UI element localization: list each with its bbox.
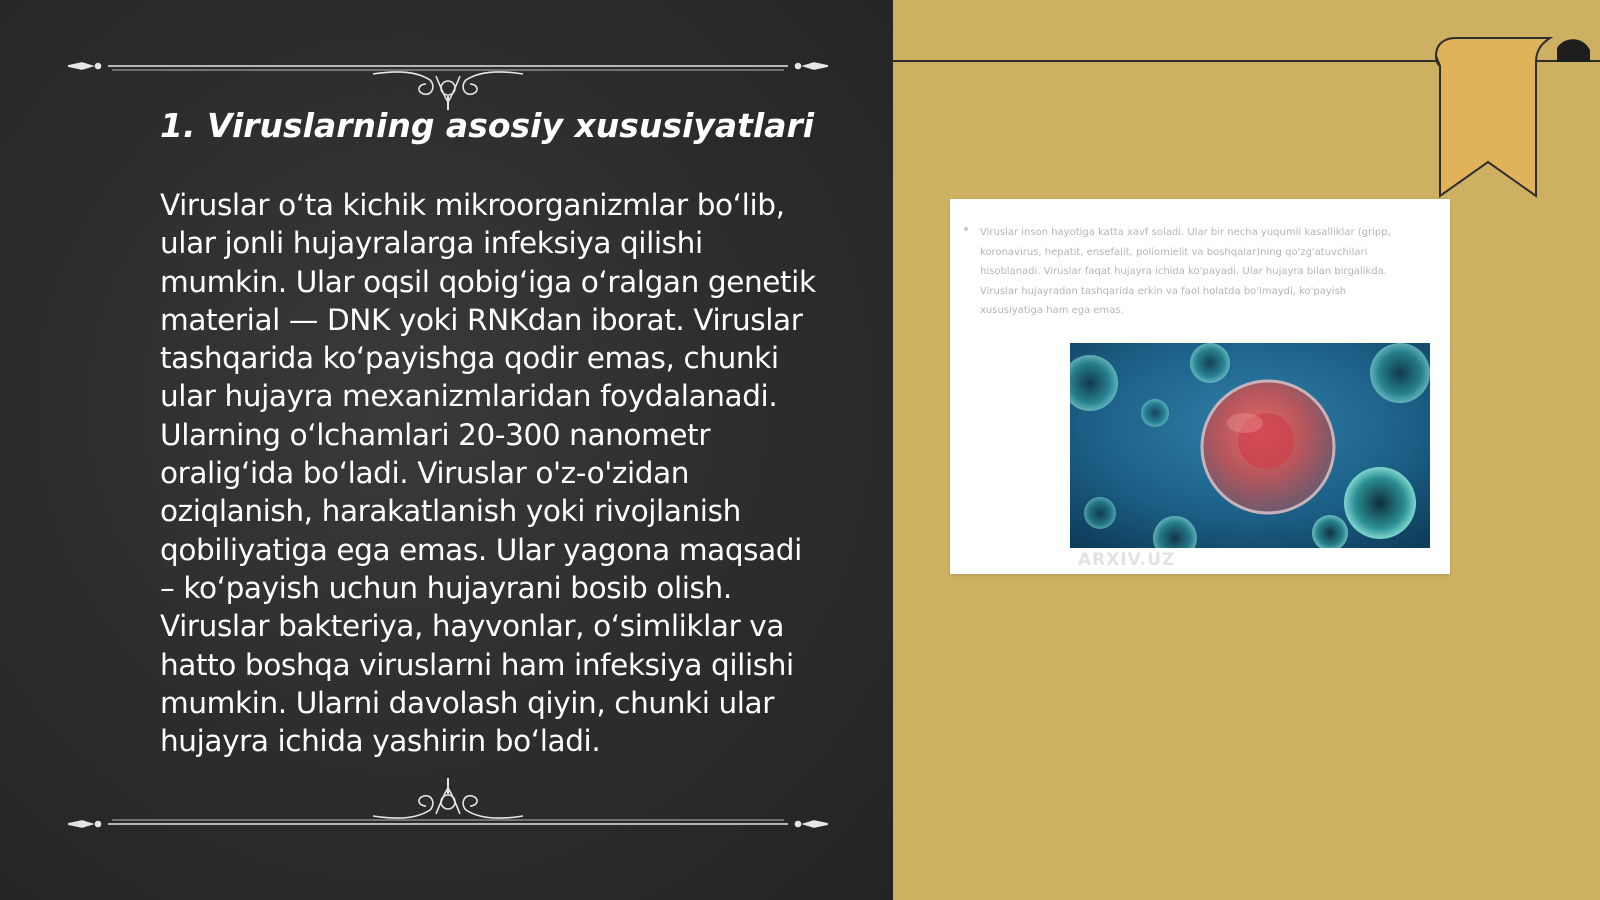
paragraph-line: ular hujayra mexanizmlaridan foydalanadi. [160,379,778,414]
paragraph-line: Viruslar bakteriya, hayvonlar, o‘simliklar va [160,609,785,644]
paragraph-line: Ularning o‘lchamlari 20-300 nanometr [160,417,711,452]
paragraph-line: oralig‘ida bo‘ladi. Viruslar o'z-o'zidan [160,456,690,491]
bullet-icon [964,227,968,231]
paragraph-line: hatto boshqa viruslarni ham infeksiya qilishi [160,647,794,682]
image-card [950,199,1450,574]
paragraph-line: qobiliyatiga ega emas. Ular yagona maqsadi [160,532,802,567]
bookmark-ribbon-icon [1432,36,1592,200]
paragraph-line: hujayra ichida yashirin bo‘ladi. [160,724,601,759]
paragraph-line: oziqlanish, harakatlanish yoki rivojlanish [160,494,741,529]
image-caption: Viruslar inson hayotiga katta xavf soladi. Ular bir necha yuqumli kasalliklar (gripp, koronavirus, hepatit, ensefalit, poliomielit va boshqalar)ning qo'zg'atuvchilari hisoblanadi. Viruslar faqat hujayra ichida ko'payadi. Ular hujayra bilan birgalikda. Viruslar hujayradan tashqarida erkin va faol holatda bo'lmaydi, ko'payish xususiyatiga ham ega emas. [980,227,1391,316]
slide-title: 1. Viruslarning asosiy xususiyatlari [160,106,815,145]
paragraph-line: – ko‘payish uchun hujayrani bosib olish. [160,570,732,605]
virus-cell-photo [1070,343,1430,548]
watermark-text: ARXIV.UZ [1078,550,1176,570]
paragraph-line: material — DNK yoki RNKdan iborat. Viruslar [160,302,803,337]
paragraph-line: mumkin. Ular oqsil qobig‘iga o‘ralgan genetik [160,264,816,299]
paragraph-line: tashqarida ko‘payishga qodir emas, chunki [160,341,779,376]
top-ornament-divider [68,52,828,112]
bottom-ornament-divider [68,774,828,834]
paragraph-line: ular jonli hujayralarga infeksiya qilishi [160,226,703,261]
slide-paragraph [160,186,850,760]
paragraph-line: mumkin. Ularni davolash qiyin, chunki ular [160,685,774,720]
paragraph-line: Viruslar o‘ta kichik mikroorganizmlar bo‘lib, [160,188,785,222]
